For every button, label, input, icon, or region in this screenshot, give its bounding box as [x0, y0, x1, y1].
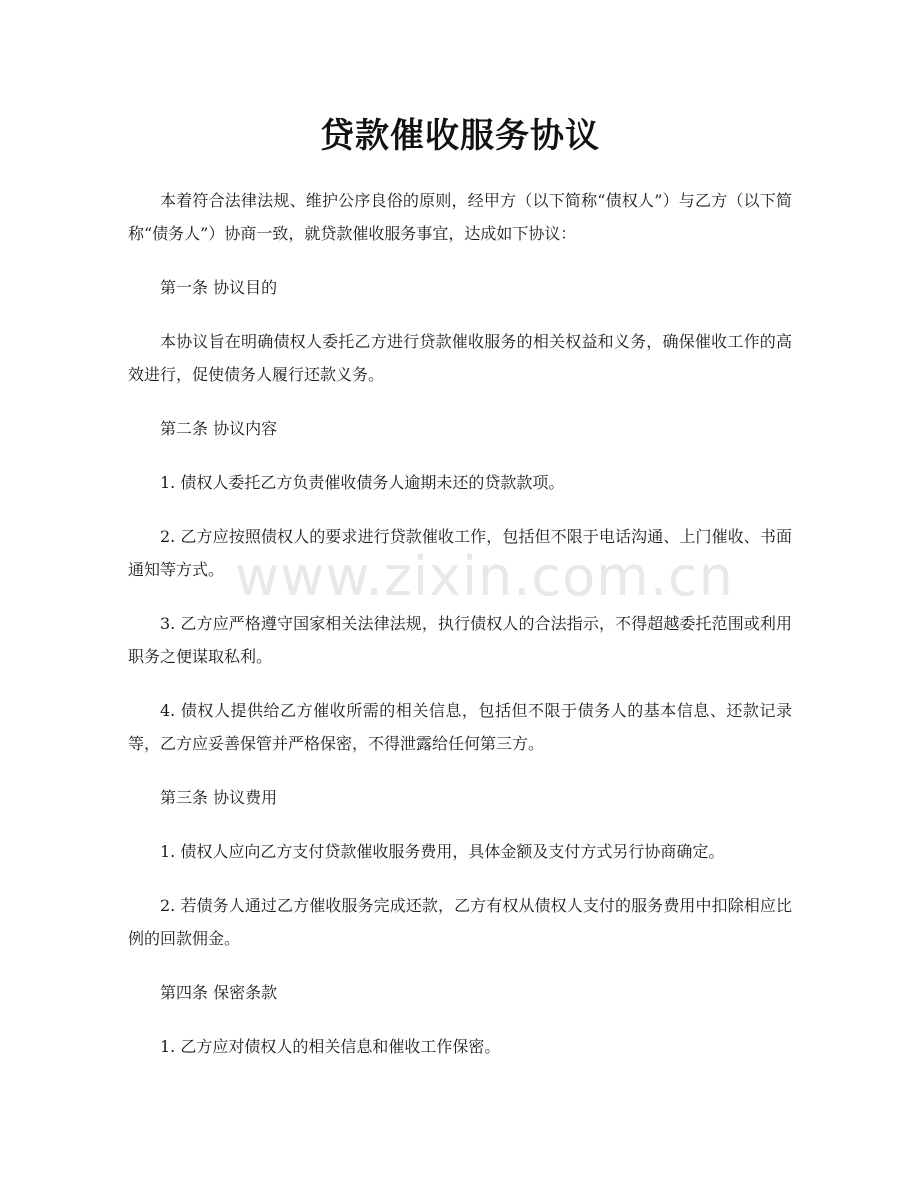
document-title: 贷款催收服务协议	[320, 116, 600, 156]
section-heading-1: 第一条 协议目的	[160, 278, 278, 297]
section-2-item-1: 1. 债权人委托乙方负责催收债务人逾期未还的贷款款项。	[160, 473, 565, 492]
section-3-item-1: 1. 债权人应向乙方支付贷款催收服务费用，具体金额及支付方式另行协商确定。	[160, 842, 725, 861]
preamble-paragraph: 本着符合法律法规、维护公序良俗的原则，经甲方（以下简称“债权人”）与乙方（以下简称“债务人”）协商一致，就贷款催收服务事宜，达成如下协议：	[128, 191, 792, 243]
section-heading-4: 第四条 保密条款	[160, 983, 278, 1002]
section-2-item-2: 2. 乙方应按照债权人的要求进行贷款催收工作，包括但不限于电话沟通、上门催收、书面通知等方式。	[128, 527, 792, 579]
section-2-item-3: 3. 乙方应严格遵守国家相关法律法规，执行债权人的合法指示，不得超越委托范围或利用职务之便谋取私利。	[128, 614, 792, 666]
document-body	[128, 184, 792, 1084]
section-heading-2: 第二条 协议内容	[160, 419, 278, 438]
section-2-item-4: 4. 债权人提供给乙方催收所需的相关信息，包括但不限于债务人的基本信息、还款记录等，乙方应妥善保管并严格保密，不得泄露给任何第三方。	[128, 701, 792, 753]
section-3-item-2: 2. 若债务人通过乙方催收服务完成还款，乙方有权从债权人支付的服务费用中扣除相应比例的回款佣金。	[128, 896, 792, 948]
section-4-item-1: 1. 乙方应对债权人的相关信息和催收工作保密。	[160, 1037, 501, 1056]
section-heading-3: 第三条 协议费用	[160, 788, 278, 807]
watermark: www.zixin.com.cn	[235, 545, 734, 608]
section-1-paragraph: 本协议旨在明确债权人委托乙方进行贷款催收服务的相关权益和义务，确保催收工作的高效进行，促使债务人履行还款义务。	[128, 332, 792, 384]
